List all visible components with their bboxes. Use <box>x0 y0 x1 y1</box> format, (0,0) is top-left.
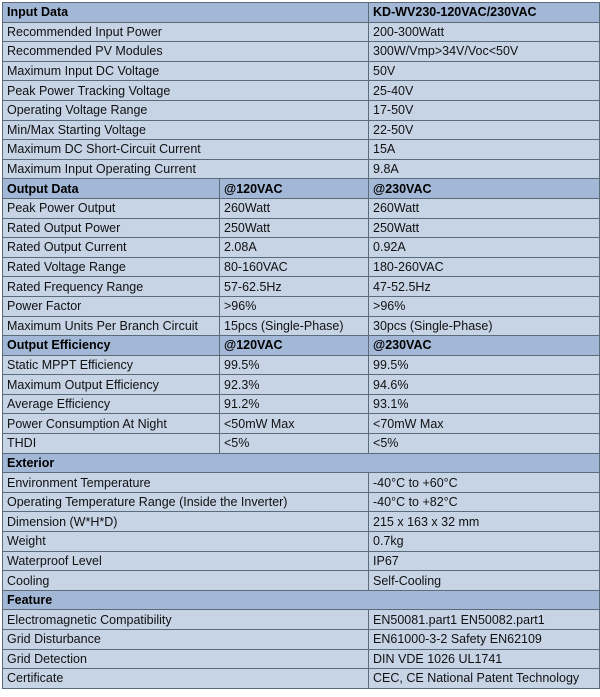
table-row <box>3 198 600 218</box>
row-label: Power Factor <box>3 296 220 316</box>
table-row <box>3 238 600 258</box>
table-row <box>3 414 600 434</box>
table-row <box>3 375 600 395</box>
row-value: 0.7kg <box>369 532 600 552</box>
row-value-230: <5% <box>369 434 600 454</box>
row-value: DIN VDE 1026 UL1741 <box>369 649 600 669</box>
row-value-120: 250Watt <box>220 218 369 238</box>
row-label: Rated Output Power <box>3 218 220 238</box>
table-row <box>3 296 600 316</box>
row-value-120: 99.5% <box>220 355 369 375</box>
row-value-230: 99.5% <box>369 355 600 375</box>
row-label: Rated Voltage Range <box>3 257 220 277</box>
row-label: THDI <box>3 434 220 454</box>
table-row <box>3 159 600 179</box>
model-name: KD-WV230-120VAC/230VAC <box>369 3 600 23</box>
row-label: Weight <box>3 532 369 552</box>
table-row <box>3 473 600 493</box>
row-label: Grid Detection <box>3 649 369 669</box>
row-value-120: 2.08A <box>220 238 369 258</box>
row-value: 300W/Vmp>34V/Voc<50V <box>369 42 600 62</box>
table-row <box>3 140 600 160</box>
row-value: -40°C to +60°C <box>369 473 600 493</box>
row-label: Static MPPT Efficiency <box>3 355 220 375</box>
row-value-120: 80-160VAC <box>220 257 369 277</box>
section-title: Feature <box>3 590 600 610</box>
row-value-120: <50mW Max <box>220 414 369 434</box>
row-value-120: 92.3% <box>220 375 369 395</box>
table-row <box>3 100 600 120</box>
row-value: -40°C to +82°C <box>369 492 600 512</box>
row-value-230: 180-260VAC <box>369 257 600 277</box>
row-label: Electromagnetic Compatibility <box>3 610 369 630</box>
table-row <box>3 532 600 552</box>
table-row <box>3 120 600 140</box>
section-title: Input Data <box>3 3 369 23</box>
table-row <box>3 512 600 532</box>
row-value-230: 94.6% <box>369 375 600 395</box>
section-header-output <box>3 179 600 199</box>
column-header-120vac: @120VAC <box>220 336 369 356</box>
column-header-120vac: @120VAC <box>220 179 369 199</box>
section-title: Output Efficiency <box>3 336 220 356</box>
row-value: 9.8A <box>369 159 600 179</box>
row-label: Environment Temperature <box>3 473 369 493</box>
row-label: Waterproof Level <box>3 551 369 571</box>
row-value-120: 91.2% <box>220 394 369 414</box>
row-label: Maximum Input Operating Current <box>3 159 369 179</box>
row-value: EN61000-3-2 Safety EN62109 <box>369 630 600 650</box>
section-header-efficiency <box>3 336 600 356</box>
table-row <box>3 257 600 277</box>
section-header-input <box>3 3 600 23</box>
row-value: Self-Cooling <box>369 571 600 591</box>
section-header-feature <box>3 590 600 610</box>
row-value-230: 47-52.5Hz <box>369 277 600 297</box>
row-value-120: 15pcs (Single-Phase) <box>220 316 369 336</box>
row-label: Certificate <box>3 669 369 689</box>
row-value-230: 30pcs (Single-Phase) <box>369 316 600 336</box>
section-header-exterior <box>3 453 600 473</box>
row-value: 22-50V <box>369 120 600 140</box>
table-row <box>3 649 600 669</box>
section-title: Output Data <box>3 179 220 199</box>
table-row <box>3 571 600 591</box>
table-row <box>3 610 600 630</box>
table-row <box>3 218 600 238</box>
row-label: Maximum Output Efficiency <box>3 375 220 395</box>
row-value-120: 57-62.5Hz <box>220 277 369 297</box>
table-row <box>3 81 600 101</box>
row-value-120: >96% <box>220 296 369 316</box>
row-label: Rated Output Current <box>3 238 220 258</box>
row-label: Recommended Input Power <box>3 22 369 42</box>
row-value-120: 260Watt <box>220 198 369 218</box>
table-row <box>3 669 600 689</box>
row-label: Peak Power Tracking Voltage <box>3 81 369 101</box>
row-value: EN50081.part1 EN50082.part1 <box>369 610 600 630</box>
table-row <box>3 492 600 512</box>
row-label: Rated Frequency Range <box>3 277 220 297</box>
row-value-230: >96% <box>369 296 600 316</box>
row-label: Operating Voltage Range <box>3 100 369 120</box>
table-row <box>3 316 600 336</box>
row-value: 215 x 163 x 32 mm <box>369 512 600 532</box>
row-value: IP67 <box>369 551 600 571</box>
row-label: Maximum Units Per Branch Circuit <box>3 316 220 336</box>
row-label: Average Efficiency <box>3 394 220 414</box>
row-label: Dimension (W*H*D) <box>3 512 369 532</box>
row-value-230: 260Watt <box>369 198 600 218</box>
column-header-230vac: @230VAC <box>369 179 600 199</box>
row-value-230: <70mW Max <box>369 414 600 434</box>
table-row <box>3 42 600 62</box>
row-value-230: 250Watt <box>369 218 600 238</box>
section-title: Exterior <box>3 453 600 473</box>
row-value: 15A <box>369 140 600 160</box>
table-row <box>3 434 600 454</box>
table-row <box>3 394 600 414</box>
row-value: 25-40V <box>369 81 600 101</box>
column-header-230vac: @230VAC <box>369 336 600 356</box>
row-label: Maximum DC Short-Circuit Current <box>3 140 369 160</box>
row-value: 17-50V <box>369 100 600 120</box>
row-value: 200-300Watt <box>369 22 600 42</box>
row-label: Power Consumption At Night <box>3 414 220 434</box>
row-value: CEC, CE National Patent Technology <box>369 669 600 689</box>
row-label: Min/Max Starting Voltage <box>3 120 369 140</box>
table-row <box>3 355 600 375</box>
table-row <box>3 277 600 297</box>
row-value-120: <5% <box>220 434 369 454</box>
row-label: Operating Temperature Range (Inside the Inverter) <box>3 492 369 512</box>
row-label: Recommended PV Modules <box>3 42 369 62</box>
row-label: Cooling <box>3 571 369 591</box>
table-row <box>3 61 600 81</box>
row-value: 50V <box>369 61 600 81</box>
table-row <box>3 551 600 571</box>
spec-table <box>2 2 600 689</box>
row-value-230: 93.1% <box>369 394 600 414</box>
table-row <box>3 630 600 650</box>
row-label: Maximum Input DC Voltage <box>3 61 369 81</box>
row-value-230: 0.92A <box>369 238 600 258</box>
row-label: Grid Disturbance <box>3 630 369 650</box>
row-label: Peak Power Output <box>3 198 220 218</box>
table-row <box>3 22 600 42</box>
